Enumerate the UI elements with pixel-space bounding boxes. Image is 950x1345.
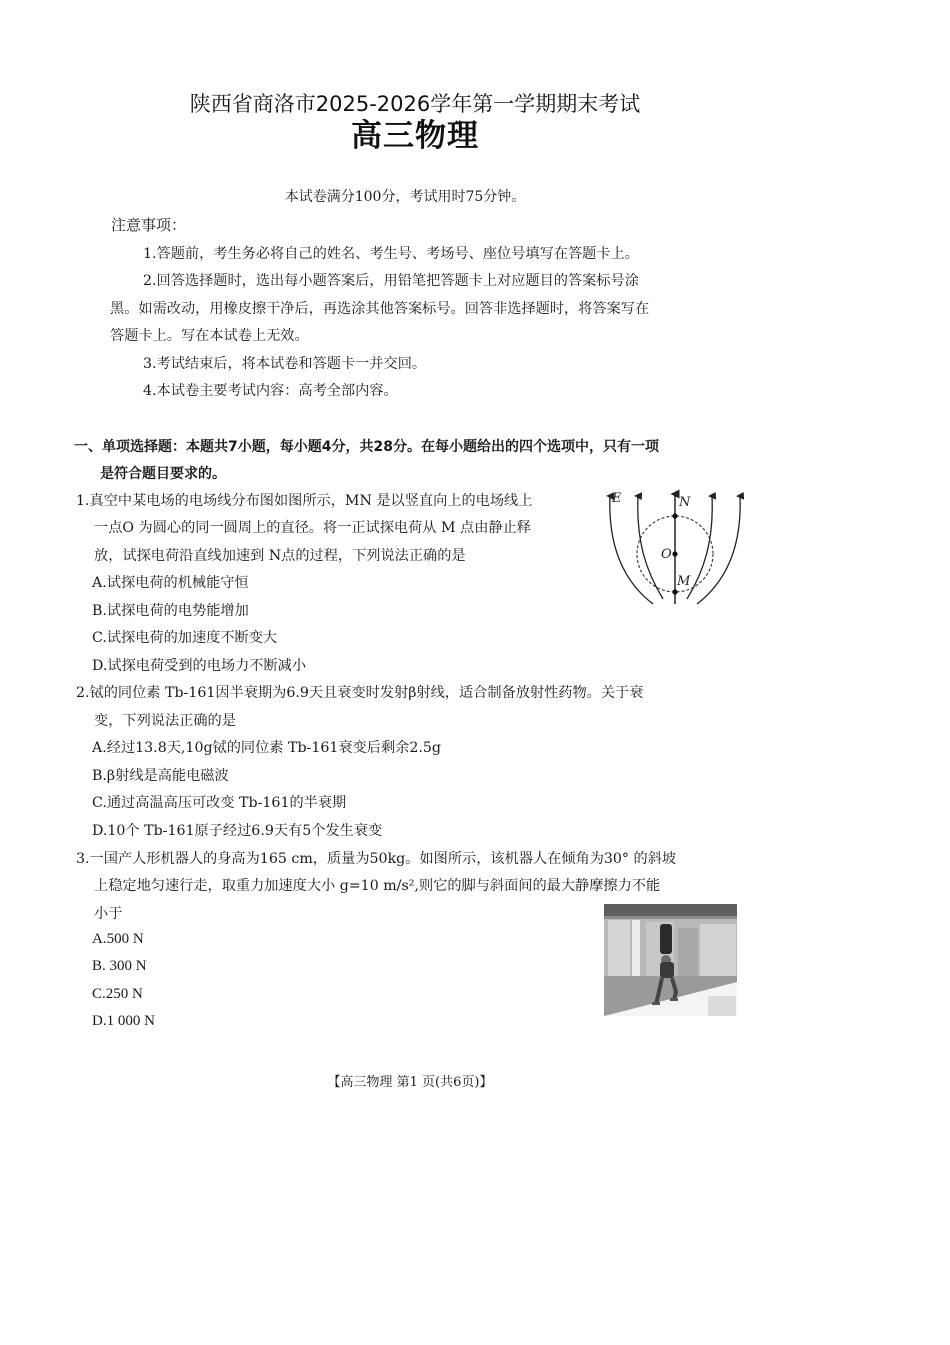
q1-option-c: C.试探电荷的加速度不断变大 [92,630,278,646]
q2-option-a: A.经过13.8天,10g铽的同位素 Tb-161衰变后剩余2.5g [92,740,442,756]
q2-option-d: D.10个 Tb-161原子经过6.9天有5个发生衰变 [92,823,383,839]
q1-stem-line-2: 一点O 为圆心的同一圆周上的直径。将一正试探电荷从 M 点由静止释 [94,520,531,536]
q2-stem-line-1: 2.铽的同位素 Tb-161因半衰期为6.9天且衰变时发射β射线，适合制备放射性药物。关于衰 [76,685,644,701]
q1-stem-line-3: 放，试探电荷沿直线加速到 N点的过程，下列说法正确的是 [94,548,466,564]
subject-title: 高三物理 [351,118,479,154]
notice-item-1: 1.答题前，考生务必将自己的姓名、考生号、考场号、座位号填写在答题卡上。 [143,246,639,262]
q3-option-b: B. 300 N [92,958,147,974]
section-heading-line-2: 是符合题目要求的。 [100,466,226,482]
q2-option-c: C.通过高温高压可改变 Tb-161的半衰期 [92,795,347,811]
notice-item-4: 4.本试卷主要考试内容：高考全部内容。 [143,383,398,399]
exam-meta: 本试卷满分100分，考试用时75分钟。 [284,189,526,205]
page-footer: 【高三物理 第1 页(共6页)】 [327,1075,493,1090]
notice-item-2-line-3: 答题卡上。写在本试卷上无效。 [110,328,309,344]
label-M: M [677,574,691,589]
notice-item-3: 3.考试结束后，将本试卷和答题卡一并交回。 [143,356,427,372]
label-N: N [679,495,691,510]
q3-stem-line-3: 小于 [94,906,123,922]
section-heading-line-1: 一、单项选择题：本题共7小题，每小题4分，共28分。在每小题给出的四个选项中，只有一项 [74,439,659,455]
q3-stem-line-2: 上稳定地匀速行走，取重力加速度大小 g=10 m/s²,则它的脚与斜面间的最大静摩擦力不能 [94,878,661,894]
q2-option-b: B.β射线是高能电磁波 [92,768,229,784]
q1-stem-line-1: 1.真空中某电场的电场线分布图如图所示，MN 是以竖直向上的电场线上 [76,493,533,509]
q3-option-c: C.250 N [92,986,143,1002]
notice-item-2-line-2: 黑。如需改动，用橡皮擦干净后，再选涂其他答案标号。回答非选择题时，将答案写在 [110,301,650,317]
q3-option-d: D.1 000 N [92,1013,155,1029]
exam-title: 陕西省商洛市2025-2026学年第一学期期末考试 [189,92,641,116]
q1-option-d: D.试探电荷受到的电场力不断减小 [92,658,307,674]
q1-option-a: A.试探电荷的机械能守恒 [92,575,249,591]
robot-on-slope-photo [604,904,737,1016]
q2-stem-line-2: 变，下列说法正确的是 [94,713,236,729]
notice-item-2-line-1: 2.回答选择题时，选出每小题答案后，用铅笔把答题卡上对应题目的答案标号涂 [143,273,639,289]
label-E: E [612,491,622,506]
q3-option-a: A.500 N [92,931,144,947]
q3-stem-line-1: 3.一国产人形机器人的身高为165 cm，质量为50kg。如图所示，该机器人在倾角为30° 的斜坡 [76,851,677,867]
electric-field-diagram [598,486,748,608]
label-O: O [661,547,672,562]
notice-heading: 注意事项： [111,216,187,234]
q1-option-b: B.试探电荷的电势能增加 [92,603,249,619]
